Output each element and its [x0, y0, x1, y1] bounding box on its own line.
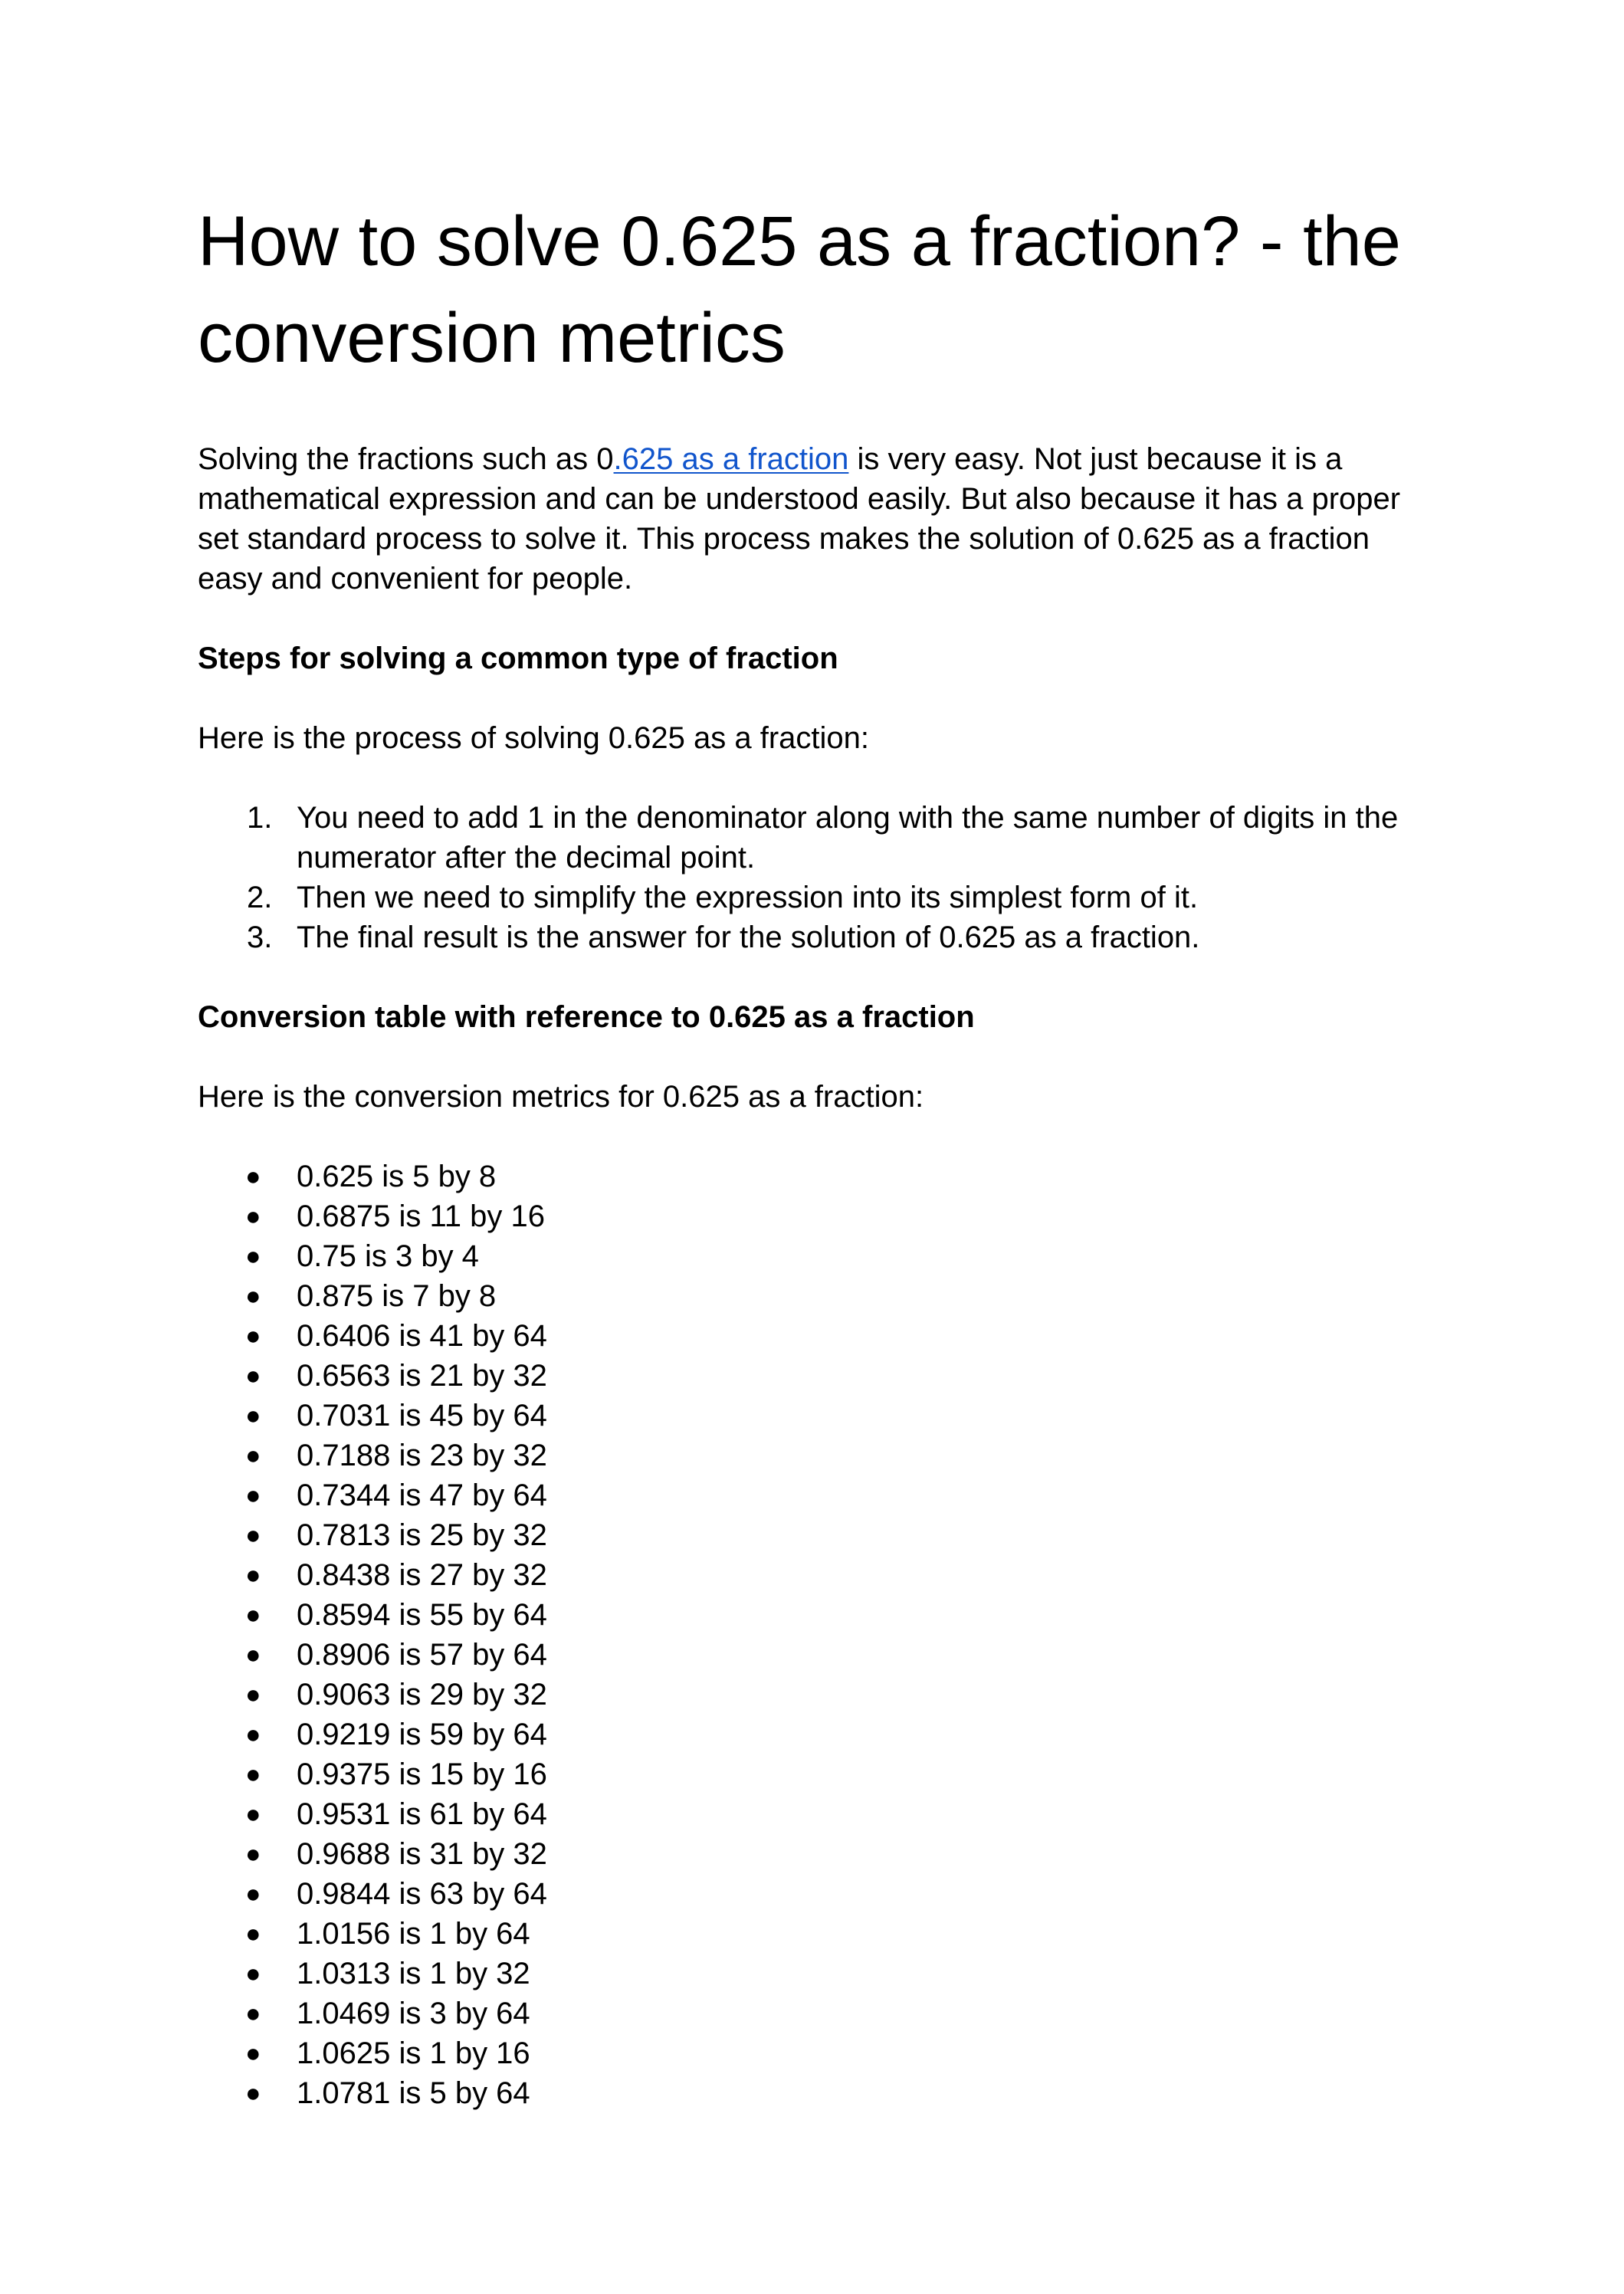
list-item-text: 0.9375 is 15 by 16: [297, 1757, 547, 1791]
list-item: [198, 1396, 1439, 1436]
list-item: [198, 1475, 1439, 1515]
step-text: Then we need to simplify the expression into its simplest form of it.: [297, 881, 1199, 914]
step-number: 2.: [247, 881, 273, 914]
list-item-text: 1.0156 is 1 by 64: [297, 1917, 530, 1951]
step-number: 1.: [247, 801, 273, 835]
bullet-icon: ●: [245, 1800, 261, 1829]
table-lead: Here is the conversion metrics for 0.625 as a fraction:: [198, 1080, 924, 1114]
list-item-text: 0.7813 is 25 by 32: [297, 1518, 547, 1552]
steps-lead: Here is the process of solving 0.625 as a fraction:: [198, 721, 870, 755]
list-item-text: 0.9063 is 29 by 32: [297, 1678, 547, 1711]
list-item: [198, 1994, 1439, 2033]
list-item: [198, 1236, 1439, 1276]
list-item: [198, 1356, 1439, 1396]
bullet-icon: ●: [245, 1680, 261, 1709]
list-item-text: 0.8438 is 27 by 32: [297, 1558, 547, 1592]
list-item-text: 0.9844 is 63 by 64: [297, 1877, 547, 1911]
list-item: [198, 1914, 1439, 1954]
bullet-icon: ●: [245, 1282, 261, 1311]
bullet-icon: ●: [245, 1919, 261, 1948]
bullet-icon: ●: [245, 1600, 261, 1629]
list-item-text: 0.7031 is 45 by 64: [297, 1399, 547, 1433]
steps-heading: Steps for solving a common type of fraction: [198, 642, 838, 675]
list-item: [198, 1595, 1439, 1635]
bullet-icon: ●: [245, 1242, 261, 1271]
step-text: The final result is the answer for the solution of 0.625 as a fraction.: [297, 921, 1200, 954]
list-item: [198, 1874, 1439, 1914]
list-item-text: 0.8906 is 57 by 64: [297, 1638, 547, 1672]
bullet-icon: ●: [245, 1760, 261, 1789]
list-item: [198, 1515, 1439, 1555]
intro-text-start: Solving the fractions such as 0: [198, 442, 614, 476]
list-item-text: 1.0625 is 1 by 16: [297, 2036, 530, 2070]
intro-text-end: is very easy. Not just because it is a mathematical expression and can be understood easily. But also because it has a proper set standard process to solve it. This process makes the solution of 0.625 as a fraction easy and convenient for people.: [198, 442, 1401, 596]
list-item-text: 0.9531 is 61 by 64: [297, 1797, 547, 1831]
bullet-icon: ●: [245, 1202, 261, 1231]
list-item: [198, 1794, 1439, 1834]
list-item-text: 0.7344 is 47 by 64: [297, 1478, 547, 1512]
list-item: [198, 1157, 1439, 1196]
list-item-text: 0.7188 is 23 by 32: [297, 1439, 547, 1472]
list-item-text: 0.6406 is 41 by 64: [297, 1319, 547, 1353]
step-item: [198, 878, 1439, 917]
bullet-icon: ●: [245, 1481, 261, 1510]
list-item-text: 0.8594 is 55 by 64: [297, 1598, 547, 1632]
list-item-text: 0.9219 is 59 by 64: [297, 1718, 547, 1751]
step-text: You need to add 1 in the denominator along with the same number of digits in the numerator after the decimal point.: [297, 801, 1399, 875]
bullet-icon: ●: [245, 1441, 261, 1470]
bullet-icon: ●: [245, 1561, 261, 1590]
bullet-icon: ●: [245, 1401, 261, 1430]
intro-paragraph: [198, 439, 1439, 599]
list-item-text: 0.9688 is 31 by 32: [297, 1837, 547, 1871]
bullet-icon: ●: [245, 1879, 261, 1908]
bullet-icon: ●: [245, 2039, 261, 2068]
bullet-icon: ●: [245, 1640, 261, 1669]
list-item: [198, 1436, 1439, 1475]
bullet-icon: ●: [245, 1361, 261, 1390]
table-heading: Conversion table with reference to 0.625 as a fraction: [198, 1000, 975, 1034]
list-item-text: 0.625 is 5 by 8: [297, 1160, 497, 1193]
conversion-list: [198, 1157, 1439, 2113]
list-item: [198, 1316, 1439, 1356]
document-page: [198, 0, 1439, 2113]
bullet-icon: ●: [245, 1321, 261, 1350]
bullet-icon: ●: [245, 1839, 261, 1869]
list-item-text: 0.6875 is 11 by 16: [297, 1200, 545, 1233]
list-item-text: 1.0781 is 5 by 64: [297, 2076, 530, 2110]
steps-list: [198, 798, 1439, 957]
list-item: [198, 1635, 1439, 1675]
list-item: [198, 1954, 1439, 1994]
bullet-icon: ●: [245, 2079, 261, 2108]
fraction-link[interactable]: .625 as a fraction: [613, 442, 849, 476]
list-item-text: 0.875 is 7 by 8: [297, 1279, 497, 1313]
step-number: 3.: [247, 921, 273, 954]
bullet-icon: ●: [245, 1999, 261, 2028]
list-item: [198, 1715, 1439, 1754]
page-title: How to solve 0.625 as a fraction? - the conversion metrics: [198, 202, 1401, 377]
list-item: [198, 1834, 1439, 1874]
list-item: [198, 1754, 1439, 1794]
list-item-text: 1.0469 is 3 by 64: [297, 1997, 530, 2030]
bullet-icon: ●: [245, 1162, 261, 1191]
list-item: [198, 1675, 1439, 1715]
list-item: [198, 2073, 1439, 2113]
bullet-icon: ●: [245, 1720, 261, 1749]
list-item: [198, 1196, 1439, 1236]
list-item-text: 0.6563 is 21 by 32: [297, 1359, 547, 1393]
step-item: [198, 917, 1439, 957]
list-item-text: 1.0313 is 1 by 32: [297, 1957, 530, 1990]
list-item: [198, 1555, 1439, 1595]
list-item: [198, 2033, 1439, 2073]
bullet-icon: ●: [245, 1521, 261, 1550]
list-item-text: 0.75 is 3 by 4: [297, 1239, 479, 1273]
list-item: [198, 1276, 1439, 1316]
bullet-icon: ●: [245, 1959, 261, 1988]
step-item: [198, 798, 1439, 878]
